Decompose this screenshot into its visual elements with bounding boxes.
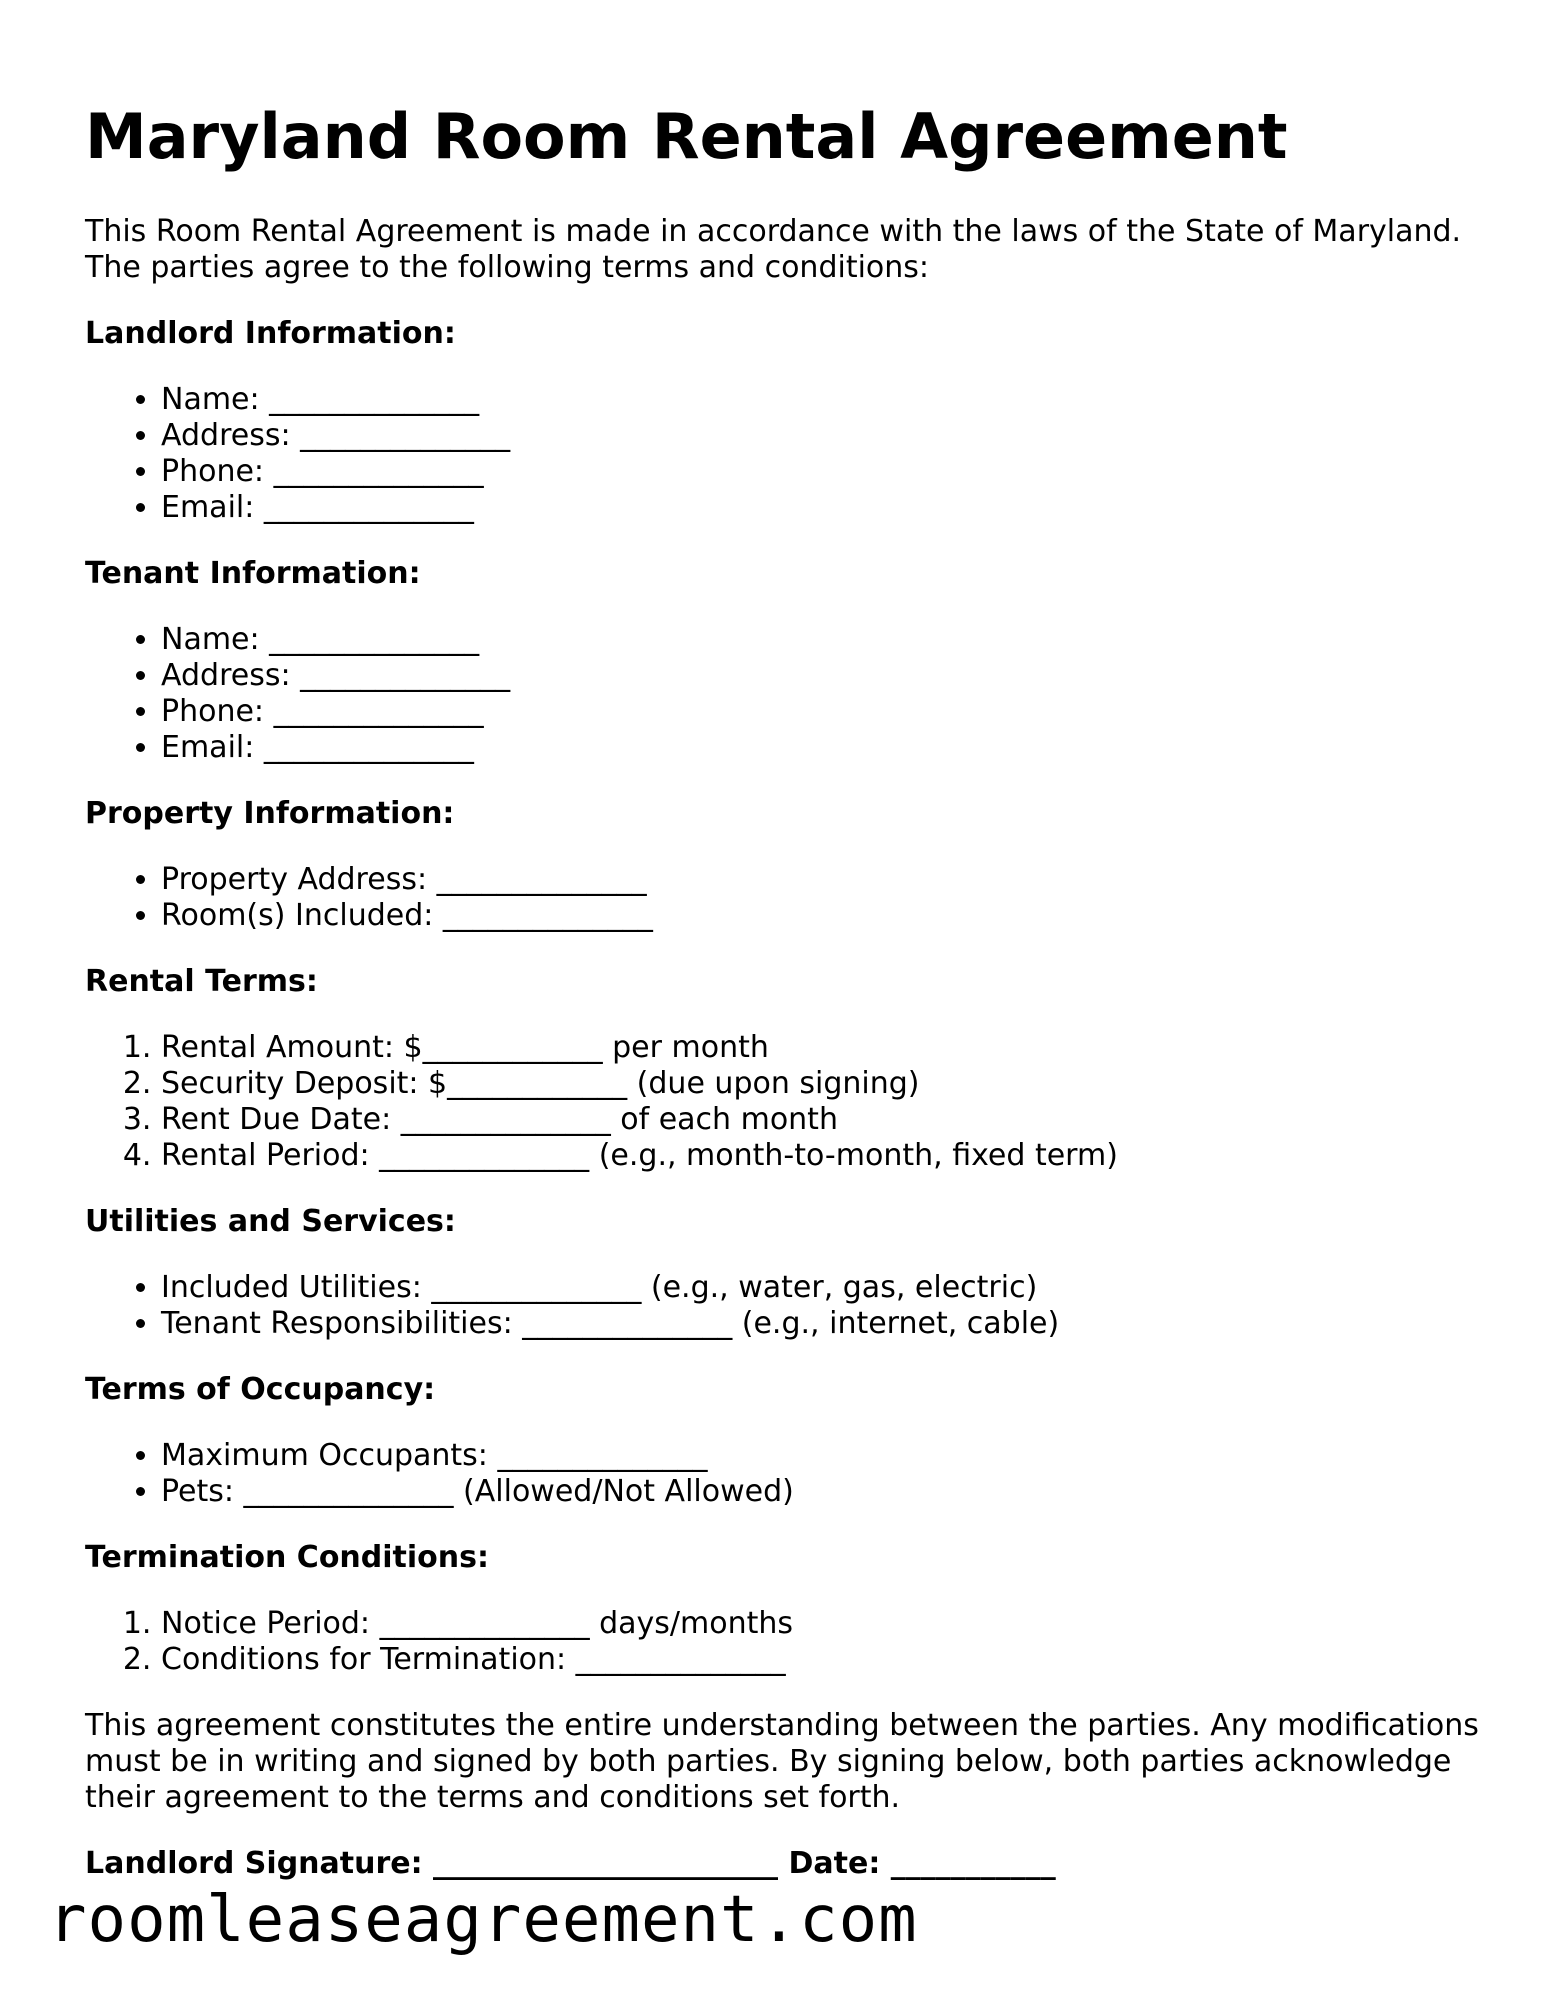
closing-paragraph: This agreement constitutes the entire understanding between the parties. Any modifications must be in writing and signed by both parties. By signing below, both parties acknowledge their agreement to the terms and conditions set forth. [85,1708,1479,1816]
rental-terms-list [85,1030,1485,1174]
tenant-email-field[interactable]: • Email: ______________ [161,730,1485,766]
pets-field[interactable]: • Pets: ______________ (Allowed/Not Allowed) [161,1474,1485,1510]
page-title: Maryland Room Rental Agreement [85,100,1288,173]
maximum-occupants-field[interactable]: • Maximum Occupants: ______________ [161,1438,1485,1474]
termination-list [85,1606,1485,1678]
termination-heading: Termination Conditions: [85,1540,489,1576]
landlord-heading: Landlord Information: [85,316,456,352]
landlord-address-field[interactable]: • Address: ______________ [161,418,1485,454]
property-list [85,862,1485,934]
property-address-field[interactable]: • Property Address: ______________ [161,862,1485,898]
landlord-phone-field[interactable]: • Phone: ______________ [161,454,1485,490]
included-utilities-field[interactable]: • Included Utilities: ______________ (e.g., water, gas, electric) [161,1270,1485,1306]
tenant-heading: Tenant Information: [85,556,421,592]
landlord-list [85,382,1485,526]
utilities-heading: Utilities and Services: [85,1204,456,1240]
termination-conditions-field[interactable]: 2. Conditions for Termination: ______________ [161,1642,1485,1678]
notice-period-field[interactable]: 1. Notice Period: ______________ days/months [161,1606,1485,1642]
tenant-phone-field[interactable]: • Phone: ______________ [161,694,1485,730]
landlord-email-field[interactable]: • Email: ______________ [161,490,1485,526]
property-heading: Property Information: [85,796,455,832]
landlord-name-field[interactable]: • Name: ______________ [161,382,1485,418]
utilities-list [85,1270,1485,1342]
tenant-list [85,622,1485,766]
intro-paragraph: This Room Rental Agreement is made in accordance with the laws of the State of Maryland. The parties agree to the following terms and conditions: [85,214,1462,286]
rental-terms-heading: Rental Terms: [85,964,318,1000]
security-deposit-field[interactable]: 2. Security Deposit: $____________ (due upon signing) [161,1066,1485,1102]
rental-period-field[interactable]: 4. Rental Period: ______________ (e.g., month-to-month, fixed term) [161,1138,1485,1174]
document-page [85,100,1485,1882]
tenant-responsibilities-field[interactable]: • Tenant Responsibilities: ______________ (e.g., internet, cable) [161,1306,1485,1342]
rooms-included-field[interactable]: • Room(s) Included: ______________ [161,898,1485,934]
landlord-signature-line[interactable]: Landlord Signature: _______________________ Date: ___________ [85,1846,1056,1882]
watermark: roomleaseagreement.com [48,1883,918,1957]
occupancy-heading: Terms of Occupancy: [85,1372,436,1408]
tenant-address-field[interactable]: • Address: ______________ [161,658,1485,694]
rent-due-date-field[interactable]: 3. Rent Due Date: ______________ of each month [161,1102,1485,1138]
rental-amount-field[interactable]: 1. Rental Amount: $____________ per month [161,1030,1485,1066]
tenant-name-field[interactable]: • Name: ______________ [161,622,1485,658]
occupancy-list [85,1438,1485,1510]
